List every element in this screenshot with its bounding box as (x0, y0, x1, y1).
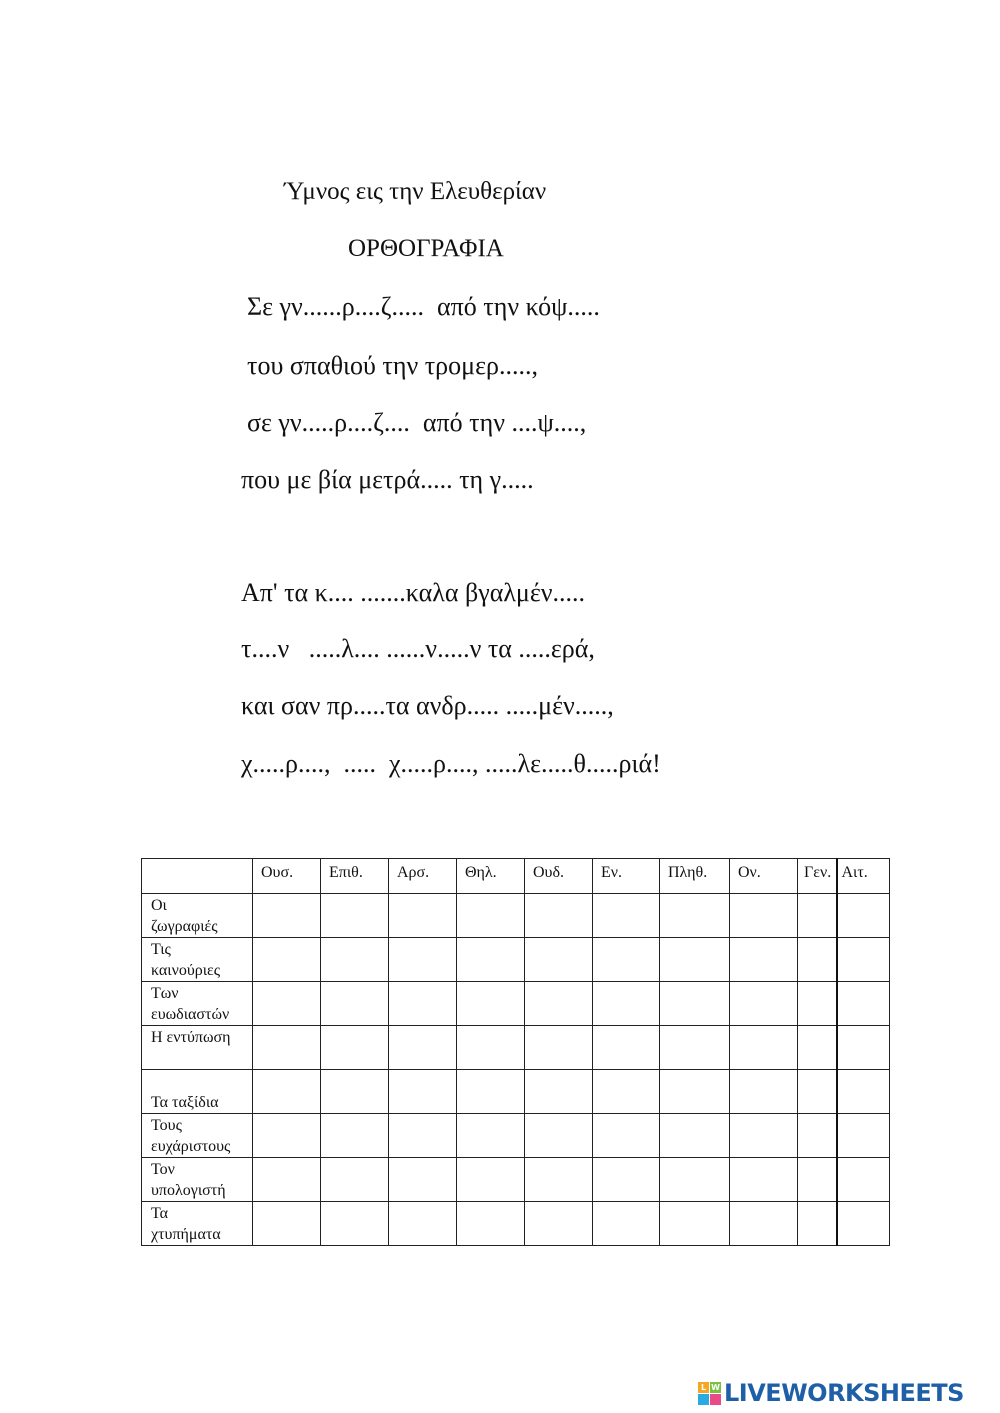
verse-line-5: Απ' τα κ.... .......καλα βγαλμέν..... (241, 578, 586, 607)
answer-cell[interactable] (837, 1070, 890, 1114)
answer-cell[interactable] (457, 1158, 525, 1202)
answer-cell[interactable] (253, 1158, 321, 1202)
table-row (142, 894, 890, 938)
answer-cell[interactable] (457, 1202, 525, 1246)
answer-cell[interactable] (321, 1026, 389, 1070)
answer-cell[interactable] (593, 1114, 660, 1158)
worksheet-subtitle: ΟΡΘΟΓΡΑΦΙΑ (348, 235, 504, 262)
answer-cell[interactable] (253, 982, 321, 1026)
answer-cell[interactable] (253, 894, 321, 938)
answer-cell[interactable] (253, 1026, 321, 1070)
answer-cell[interactable] (660, 1026, 730, 1070)
answer-cell[interactable] (730, 1026, 798, 1070)
header-cell: Αιτ. (837, 859, 890, 894)
answer-cell[interactable] (730, 1202, 798, 1246)
row-label-line: Των (151, 985, 179, 1002)
table-row (142, 1158, 890, 1202)
verse-line-3: σε γν.....ρ....ζ.... από την ....ψ...., (247, 408, 587, 437)
row-label-cell (142, 1026, 253, 1070)
answer-cell[interactable] (389, 1202, 457, 1246)
logo-tiles-icon (698, 1382, 721, 1405)
answer-cell[interactable] (593, 1026, 660, 1070)
answer-cell[interactable] (457, 1026, 525, 1070)
row-label-line: Η εντύπωση (151, 1029, 231, 1046)
verse-line-6: τ....ν .....λ.... ......ν.....ν τα .....ερά, (241, 634, 595, 663)
row-label-cell (142, 1070, 253, 1114)
answer-cell[interactable] (798, 1202, 837, 1246)
answer-cell[interactable] (730, 938, 798, 982)
answer-cell[interactable] (593, 1070, 660, 1114)
row-label-line: χτυπήματα (151, 1226, 221, 1243)
header-cell: Ουδ. (525, 859, 593, 894)
row-label-cell (142, 1202, 253, 1246)
answer-cell[interactable] (798, 938, 837, 982)
answer-cell[interactable] (321, 1158, 389, 1202)
answer-cell[interactable] (525, 1026, 593, 1070)
answer-cell[interactable] (660, 1070, 730, 1114)
header-cell: Πληθ. (660, 859, 730, 894)
answer-cell[interactable] (660, 1114, 730, 1158)
answer-cell[interactable] (593, 894, 660, 938)
worksheet-title: Ύμνος εις την Ελευθερίαν (284, 178, 547, 205)
answer-cell[interactable] (525, 1114, 593, 1158)
answer-cell[interactable] (389, 1070, 457, 1114)
answer-cell[interactable] (798, 1114, 837, 1158)
answer-cell[interactable] (730, 1158, 798, 1202)
row-label-line: Τα (151, 1205, 169, 1222)
answer-cell[interactable] (253, 1114, 321, 1158)
answer-cell[interactable] (660, 938, 730, 982)
row-label-line: ζωγραφιές (151, 918, 218, 935)
row-label-cell (142, 1114, 253, 1158)
answer-cell[interactable] (389, 1026, 457, 1070)
answer-cell[interactable] (389, 894, 457, 938)
answer-cell[interactable] (321, 982, 389, 1026)
answer-cell[interactable] (389, 982, 457, 1026)
answer-cell[interactable] (253, 1202, 321, 1246)
verse-line-7: και σαν πρ.....τα ανδρ..... .....μέν....., (241, 691, 614, 720)
answer-cell[interactable] (798, 1158, 837, 1202)
answer-cell[interactable] (837, 938, 890, 982)
row-label-line (151, 1048, 252, 1069)
answer-cell[interactable] (457, 982, 525, 1026)
header-cell: Θηλ. (457, 859, 525, 894)
logo-tile (698, 1394, 709, 1405)
answer-cell[interactable] (525, 1158, 593, 1202)
row-label-cell (142, 982, 253, 1026)
logo-text: LIVEWORKSHEETS (724, 1379, 964, 1407)
table-row (142, 1202, 890, 1246)
verse-line-4: που με βία μετρά..... τη γ..... (241, 465, 534, 494)
answer-cell[interactable] (837, 894, 890, 938)
row-label-cell (142, 1158, 253, 1202)
answer-cell[interactable] (798, 894, 837, 938)
header-cell: Εν. (593, 859, 660, 894)
header-cell: Ον. (730, 859, 798, 894)
header-corner-cell (142, 859, 253, 894)
header-cell: Επιθ. (321, 859, 389, 894)
answer-cell[interactable] (660, 1202, 730, 1246)
table-row (142, 1114, 890, 1158)
answer-cell[interactable] (837, 1026, 890, 1070)
row-label-line: υπολογιστή (151, 1182, 226, 1199)
answer-cell[interactable] (253, 938, 321, 982)
answer-cell[interactable] (457, 1070, 525, 1114)
logo-tile: L (698, 1382, 709, 1393)
table-row (142, 1026, 890, 1070)
header-cell: Ουσ. (253, 859, 321, 894)
answer-cell[interactable] (730, 894, 798, 938)
answer-cell[interactable] (837, 1202, 890, 1246)
verse-line-1: Σε γν......ρ....ζ..... από την κόψ..... (247, 292, 600, 321)
verse-line-8: χ.....ρ...., ..... χ.....ρ...., .....λε.....θ.....ριά! (241, 749, 661, 778)
answer-cell[interactable] (798, 1026, 837, 1070)
answer-cell[interactable] (660, 982, 730, 1026)
answer-cell[interactable] (525, 1070, 593, 1114)
answer-cell[interactable] (837, 982, 890, 1026)
table-row (142, 982, 890, 1026)
verse-line-2: του σπαθιού την τρομερ....., (247, 351, 538, 380)
answer-cell[interactable] (798, 982, 837, 1026)
row-label-cell (142, 894, 253, 938)
answer-cell[interactable] (730, 982, 798, 1026)
row-label-line: ευχάριστους (151, 1138, 231, 1155)
row-label-line: Τα ταξίδια (151, 1094, 219, 1111)
answer-cell[interactable] (837, 1158, 890, 1202)
row-label-line: καινούριες (151, 962, 221, 979)
answer-cell[interactable] (660, 1158, 730, 1202)
logo-tile (710, 1394, 721, 1405)
table-header-row (142, 859, 890, 894)
answer-cell[interactable] (593, 982, 660, 1026)
row-label-cell (142, 938, 253, 982)
answer-cell[interactable] (253, 1070, 321, 1114)
row-label-line (151, 1071, 252, 1092)
answer-cell[interactable] (457, 1114, 525, 1158)
header-cell: Αρσ. (389, 859, 457, 894)
logo-tile: W (711, 1382, 720, 1392)
answer-cell[interactable] (321, 1070, 389, 1114)
answer-cell[interactable] (321, 1114, 389, 1158)
answer-cell[interactable] (389, 1158, 457, 1202)
table-row (142, 1070, 890, 1114)
answer-cell[interactable] (660, 894, 730, 938)
row-label-line: Τον (151, 1161, 175, 1178)
answer-cell[interactable] (389, 1114, 457, 1158)
answer-cell[interactable] (389, 938, 457, 982)
answer-cell[interactable] (525, 894, 593, 938)
answer-cell[interactable] (730, 1114, 798, 1158)
answer-cell[interactable] (593, 1158, 660, 1202)
answer-cell[interactable] (730, 1070, 798, 1114)
answer-cell[interactable] (798, 1070, 837, 1114)
table-row (142, 938, 890, 982)
answer-cell[interactable] (525, 982, 593, 1026)
answer-cell[interactable] (321, 938, 389, 982)
answer-cell[interactable] (457, 938, 525, 982)
header-cell: Γεν. (798, 859, 837, 894)
answer-cell[interactable] (593, 1202, 660, 1246)
row-label-line: Τους (151, 1117, 182, 1134)
grammar-table (141, 858, 890, 1246)
row-label-line: ευωδιαστών (151, 1006, 230, 1023)
answer-cell[interactable] (525, 1202, 593, 1246)
row-label-line: Τις (151, 941, 171, 958)
answer-cell[interactable] (321, 1202, 389, 1246)
answer-cell[interactable] (525, 938, 593, 982)
liveworksheets-logo (698, 1378, 964, 1408)
answer-cell[interactable] (593, 938, 660, 982)
answer-cell[interactable] (457, 894, 525, 938)
row-label-line: Οι (151, 897, 167, 914)
answer-cell[interactable] (837, 1114, 890, 1158)
answer-cell[interactable] (321, 894, 389, 938)
